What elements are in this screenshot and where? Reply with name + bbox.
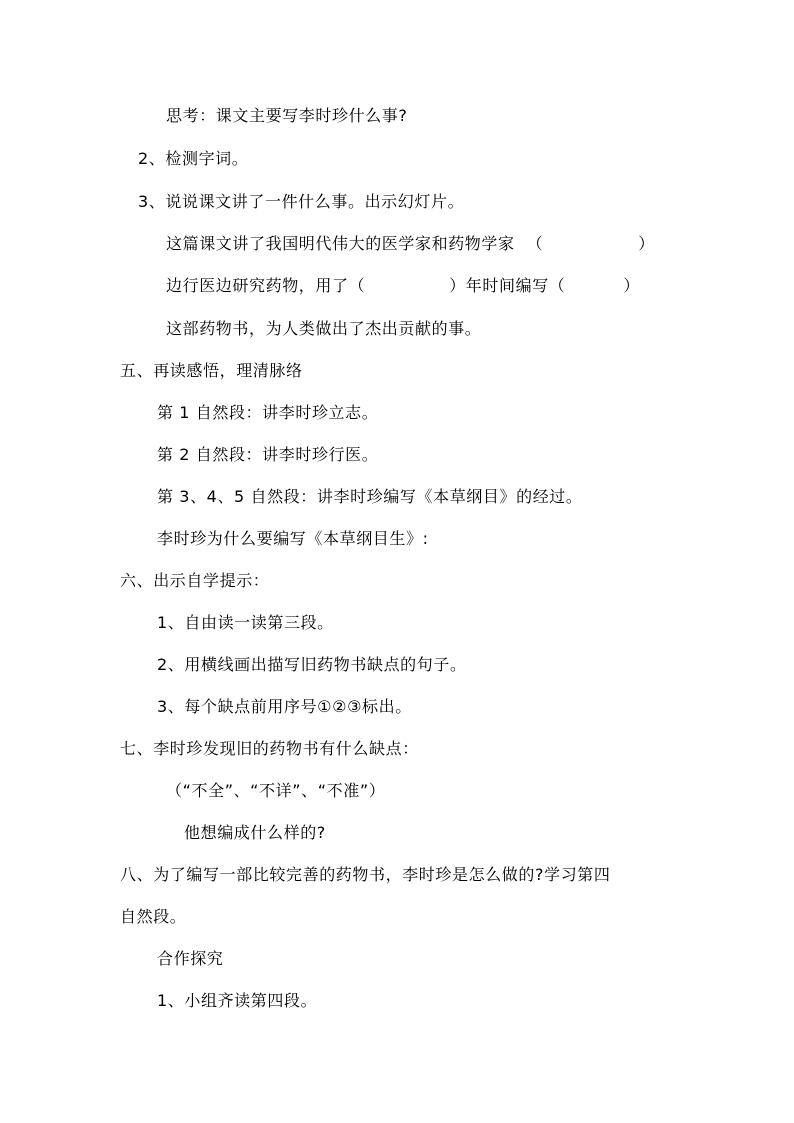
fill-blank-2-mid: ）年时间编写（ — [449, 276, 566, 295]
why-question: 李时珍为什么要编写《本草纲目生》: — [157, 529, 429, 548]
paragraph-2-summary: 第 2 自然段：讲李时珍行医。 — [157, 445, 379, 464]
fill-blank-1-close: ） — [638, 234, 655, 253]
item-tell-story: 3、说说课文讲了一件什么事。出示幻灯片。 — [138, 192, 465, 211]
what-he-wanted: 他想编成什么样的? — [184, 823, 326, 842]
fill-blank-2-close: ） — [623, 276, 641, 295]
section-7-heading: 七、李时珍发现旧的药物书有什么缺点： — [120, 739, 419, 758]
tip-3: 3、每个缺点前用序号①②③标出。 — [157, 697, 412, 716]
paragraph-1-summary: 第 1 自然段：讲李时珍立志。 — [157, 403, 379, 422]
fill-blank-2-text: 边行医边研究药物，用了（ — [166, 276, 366, 295]
section-8-heading-line-1: 八、为了编写一部比较完善的药物书，李时珍是怎么做的?学习第四 — [120, 865, 611, 884]
flaws-list: （“不全”、“不详”、“不准”） — [166, 781, 386, 800]
section-8-heading-line-2: 自然段。 — [120, 907, 187, 926]
cooperative-inquiry: 合作探究 — [157, 949, 224, 968]
item-check-words: 2、检测字词。 — [138, 149, 249, 168]
tip-1: 1、自由读一读第三段。 — [157, 613, 334, 632]
fill-blank-1-text: 这篇课文讲了我国明代伟大的医学家和药物学家 — [166, 234, 515, 253]
fill-blank-line-2 — [166, 275, 640, 297]
tip-2: 2、用横线画出描写旧药物书缺点的句子。 — [157, 655, 467, 674]
fill-blank-1-open: （ — [526, 234, 544, 253]
group-read: 1、小组齐读第四段。 — [157, 991, 318, 1010]
paragraph-345-summary: 第 3、4、5 自然段：讲李时珍编写《本草纲目》的经过。 — [157, 487, 583, 506]
fill-blank-line-1 — [166, 233, 655, 255]
fill-blank-line-3: 这部药物书，为人类做出了杰出贡献的事。 — [166, 319, 482, 338]
section-5-heading: 五、再读感悟，理清脉络 — [120, 361, 303, 380]
section-6-heading: 六、出示自学提示： — [120, 571, 270, 590]
think-question: 思考：课文主要写李时珍什么事? — [166, 106, 408, 125]
